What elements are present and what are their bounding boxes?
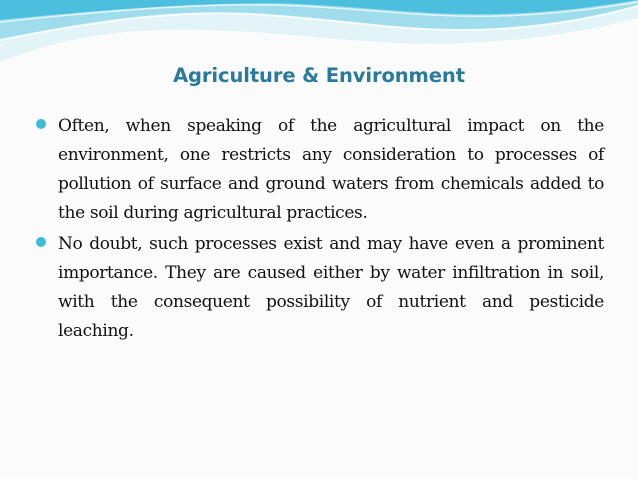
- bullet-list: [36, 112, 604, 348]
- bullet-icon: [36, 237, 46, 247]
- bullet-icon: [36, 119, 46, 129]
- bullet-item-1: [36, 112, 604, 228]
- slide-title: Agriculture & Environment: [173, 64, 465, 87]
- bullet-text-1: Often, when speaking of the agricultural impact on the environment, one restricts any consideration to processes of pollution of surface and ground waters from chemicals added to the soil during agricultural practices.: [58, 116, 604, 223]
- bullet-item-2: [36, 230, 604, 346]
- bullet-text-2: No doubt, such processes exist and may have even a prominent importance. They are caused either by water infiltration in soil, with the consequent possibility of nutrient and pesticide leaching.: [58, 234, 604, 341]
